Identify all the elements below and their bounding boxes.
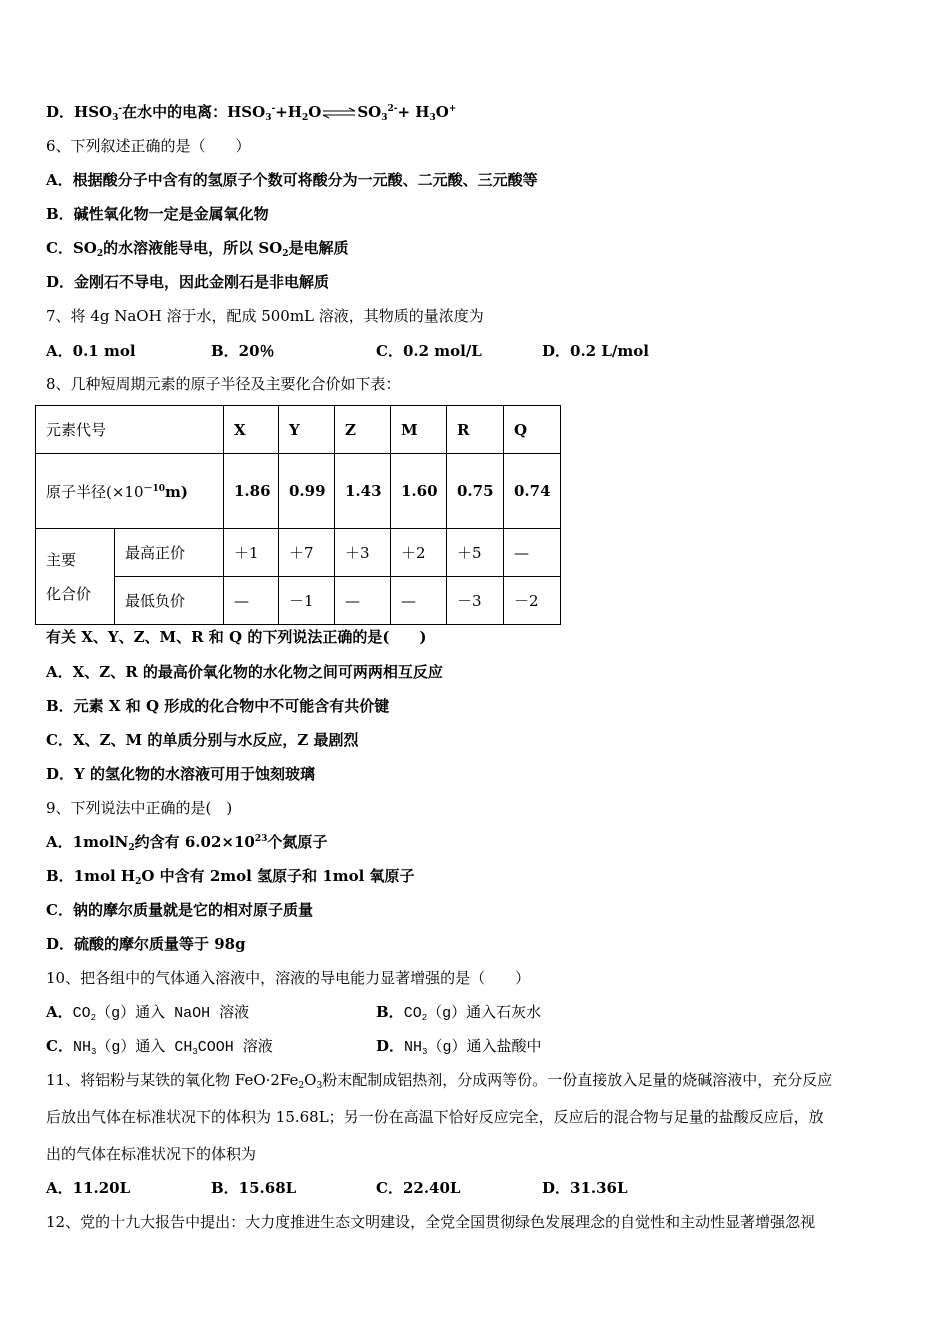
text: 是电解质 — [288, 239, 349, 257]
q5-option-d — [46, 102, 456, 122]
text: （g）通入石灰水 — [427, 1005, 542, 1022]
option-label: D． — [46, 103, 75, 121]
element-cell: R — [447, 406, 504, 454]
q10-option-b — [376, 1002, 541, 1024]
text: CO — [72, 1005, 91, 1022]
q10-option-a — [46, 1002, 249, 1024]
option-label: A． — [46, 1003, 73, 1021]
sup: 23 — [254, 834, 268, 844]
sub: 2 — [298, 1081, 305, 1091]
text: 7、将 4g NaOH 溶于水，配成 500mL 溶液，其物质的量浓度为 — [46, 307, 484, 325]
highest-cell: ＋1 — [224, 529, 279, 577]
table-row — [36, 406, 561, 454]
text: NH — [72, 1039, 91, 1056]
element-cell: Q — [504, 406, 561, 454]
sup: 2- — [387, 104, 398, 114]
header-lowest: 最低负价 — [115, 577, 224, 625]
sup: －10 — [143, 483, 166, 494]
q6-stem: 6、下列叙述正确的是（ ） — [46, 137, 251, 155]
text: 原子半径(×10 — [46, 482, 144, 501]
table-row — [36, 577, 561, 625]
sub: 2 — [135, 877, 142, 887]
header-code: 元素代号 — [36, 406, 224, 454]
lowest-cell: — — [335, 577, 391, 625]
text: C．SO — [46, 239, 97, 257]
q11-line3: 出的气体在标准状况下的体积为 — [46, 1145, 257, 1163]
q6-option-b: B．碱性氧化物一定是金属氧化物 — [46, 205, 269, 223]
sub: 3 — [90, 1047, 97, 1057]
q11-option-a: A．11.20L — [46, 1179, 131, 1197]
highest-cell: ＋5 — [447, 529, 504, 577]
text: 化合价 — [46, 584, 92, 603]
sub: 2 — [301, 113, 309, 123]
q11-line1 — [46, 1070, 832, 1090]
header-radius — [36, 454, 224, 529]
option-label: D． — [376, 1037, 405, 1055]
rhs2-tail: O — [435, 103, 449, 121]
highest-cell: ＋7 — [279, 529, 335, 577]
lowest-cell: －3 — [447, 577, 504, 625]
lowest-cell: －2 — [504, 577, 561, 625]
text: （g）通入 CH — [96, 1039, 193, 1056]
q8-option-d: D．Y 的氢化物的水溶液可用于蚀刻玻璃 — [46, 765, 315, 783]
sub: 3 — [265, 113, 272, 123]
element-cell: Y — [279, 406, 335, 454]
highest-cell: ＋2 — [391, 529, 447, 577]
q9-option-c: C．钠的摩尔质量就是它的相对原子质量 — [46, 901, 313, 919]
sub: 3 — [112, 113, 119, 123]
q11-option-b: B．15.68L — [211, 1179, 297, 1197]
lowest-cell: －1 — [279, 577, 335, 625]
option-label: B． — [376, 1003, 404, 1021]
sub: 3 — [422, 1047, 428, 1057]
sup: - — [118, 104, 123, 114]
option-label: C． — [46, 1037, 73, 1055]
q11-option-c: C．22.40L — [376, 1179, 461, 1197]
header-highest: 最高正价 — [115, 529, 224, 577]
q10-option-d — [376, 1036, 541, 1058]
text: O — [304, 1071, 317, 1089]
q11-line2: 后放出气体在标准状况下的体积为 15.68L；另一份在高温下恰好反应完全，反应后的混合物与足量的盐酸反应后，放 — [46, 1108, 824, 1126]
text: CO — [403, 1005, 422, 1022]
lowest-cell: — — [391, 577, 447, 625]
table-row — [36, 454, 561, 529]
text: （g）通入 NaOH 溶液 — [96, 1005, 250, 1022]
q9-stem: 9、下列说法中正确的是( ) — [46, 799, 233, 817]
sub: 3 — [316, 1081, 323, 1091]
q8-option-c: C．X、Z、M 的单质分别与水反应，Z 最剧烈 — [46, 731, 359, 749]
rhs1: SO — [357, 103, 382, 121]
text: （g）通入盐酸中 — [427, 1039, 542, 1056]
sub: 3 — [192, 1047, 198, 1057]
header-valence — [36, 529, 115, 625]
radius-cell: 0.74 — [504, 454, 561, 529]
text: O 中含有 2mol 氢原子和 1mol 氧原子 — [141, 867, 415, 885]
text: COOH 溶液 — [197, 1039, 273, 1056]
lhs1: HSO — [227, 103, 266, 121]
element-table — [35, 405, 561, 625]
q10-stem: 10、把各组中的气体通入溶液中，溶液的导电能力显著增强的是（ ） — [46, 969, 531, 987]
highest-cell: ＋3 — [335, 529, 391, 577]
element-cell: M — [391, 406, 447, 454]
sub: 2 — [128, 843, 135, 853]
q9-option-a — [46, 832, 327, 852]
text: NH — [404, 1039, 423, 1056]
element-cell: X — [224, 406, 279, 454]
radius-cell: 1.60 — [391, 454, 447, 529]
q7-option-c: C．0.2 mol/L — [376, 342, 482, 360]
sub: 2 — [96, 249, 104, 259]
sub: 2 — [421, 1013, 428, 1023]
text: m) — [165, 482, 189, 501]
text: 在水中的电离： — [122, 103, 228, 121]
sub: 2 — [90, 1013, 97, 1023]
text: 约含有 6.02×10 — [134, 833, 255, 851]
q8-option-b: B．元素 X 和 Q 形成的化合物中不可能含有共价键 — [46, 697, 390, 715]
species: HSO — [74, 103, 113, 121]
q7-option-b: B．20％ — [211, 342, 275, 360]
radius-cell: 0.75 — [447, 454, 504, 529]
lowest-cell: — — [224, 577, 279, 625]
lhs2-tail: O — [308, 103, 322, 121]
q12-stem: 12、党的十九大报告中提出：大力度推进生态文明建设，全党全国贯彻绿色发展理念的自觉性和主动性显著增强忽视 — [46, 1213, 816, 1231]
highest-cell: — — [504, 529, 561, 577]
q7-option-d: D．0.2 L/mol — [542, 342, 649, 360]
text: 粉末配制成铝热剂，分成两等份。一份直接放入足量的烧碱溶液中，充分反应 — [322, 1071, 833, 1089]
q7-stem — [46, 306, 484, 326]
sup: - — [271, 104, 276, 114]
radius-cell: 1.43 — [335, 454, 391, 529]
q9-option-b — [46, 866, 415, 886]
lhs2: +H — [275, 103, 302, 121]
q8-option-a: A．X、Z、R 的最高价氧化物的水化物之间可两两相互反应 — [46, 663, 443, 681]
q6-option-d: D．金刚石不导电，因此金刚石是非电解质 — [46, 273, 330, 291]
table-row — [36, 529, 561, 577]
text: A．1molN — [46, 833, 129, 851]
text: 的水溶液能导电，所以 SO — [103, 239, 283, 257]
text: 主要 — [46, 550, 77, 569]
sup: + — [448, 104, 457, 114]
text: 11、将铝粉与某铁的氧化物 FeO·2Fe — [46, 1071, 299, 1089]
sub: 3 — [429, 113, 436, 123]
q7-option-a: A．0.1 mol — [46, 342, 136, 360]
text: B．1mol H — [46, 867, 136, 885]
text: 个氮原子 — [267, 833, 328, 851]
radius-cell: 1.86 — [224, 454, 279, 529]
q10-option-c — [46, 1036, 273, 1058]
q6-option-a: A．根据酸分子中含有的氢原子个数可将酸分为一元酸、二元酸、三元酸等 — [46, 171, 538, 189]
radius-cell: 0.99 — [279, 454, 335, 529]
q11-option-d: D．31.36L — [542, 1179, 628, 1197]
q8-stem: 8、几种短周期元素的原子半径及主要化合价如下表： — [46, 375, 401, 393]
element-cell: Z — [335, 406, 391, 454]
sub: 3 — [381, 113, 388, 123]
sub: 2 — [282, 249, 289, 259]
equilibrium-arrow-icon — [321, 106, 357, 120]
q6-option-c — [46, 238, 349, 258]
q8-after: 有关 X、Y、Z、M、R 和 Q 的下列说法正确的是( ) — [46, 628, 427, 646]
q9-option-d: D．硫酸的摩尔质量等于 98g — [46, 935, 246, 953]
rhs2: + H — [397, 103, 430, 121]
